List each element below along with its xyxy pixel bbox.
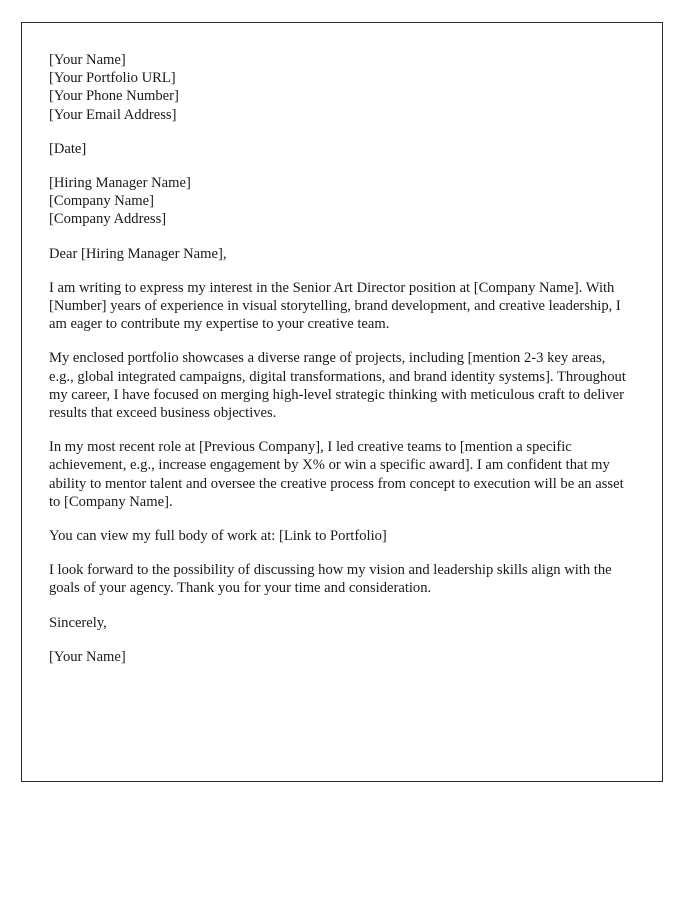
recipient-company-address: [Company Address] (49, 211, 167, 228)
sender-name: [Your Name] (49, 52, 126, 68)
letter-date: [Date] (49, 140, 87, 157)
signature-name: [Your Name] (49, 648, 126, 665)
recipient-company-name: [Company Name] (49, 193, 154, 210)
closing-salutation: Sincerely, (49, 614, 107, 631)
letter-content (49, 51, 633, 666)
recipient-address-block (49, 174, 633, 229)
sender-portfolio-url: [Your Portfolio URL] (49, 70, 176, 87)
sender-email-address: [Your Email Address] (49, 106, 177, 123)
body-paragraph-portfolio: My enclosed portfolio showcases a diverse range of projects, including [mention 2-3 key areas, e.g., global integrated campaigns, digital transformations, and brand identity systems]. Throughout my career, I have focused on merging high-level strategic thinking with meticulous craft to deliver results that exceed business objectives. (49, 350, 626, 422)
letter-border-frame (21, 22, 663, 782)
salutation-block (49, 245, 633, 263)
body-paragraph-intro: I am writing to express my interest in the Senior Art Director position at [Company Name]. With [Number] years of experience in visual storytelling, brand development, and creative leadership, I am eager to contribute my expertise to your creative team. (49, 279, 621, 333)
body-paragraph-closing: I look forward to the possibility of discussing how my vision and leadership skills align with the goals of your agency. Thank you for your time and consideration. (49, 562, 612, 597)
body-paragraph-portfolio-link: You can view my full body of work at: [Link to Portfolio] (49, 528, 387, 545)
signature-block (49, 648, 633, 666)
date-block (49, 140, 633, 158)
body-paragraph-experience: In my most recent role at [Previous Company], I led creative teams to [mention a specific achievement, e.g., increase engagement by X% or win a specific award]. I am confident that my ability to mentor talent and oversee the creative process from concept to execution will be an asset to [Company Name]. (49, 439, 624, 510)
closing-block (49, 614, 633, 632)
salutation: Dear [Hiring Manager Name], (49, 245, 227, 262)
sender-contact-block (49, 51, 633, 124)
recipient-hiring-manager-name: [Hiring Manager Name] (49, 175, 191, 192)
sender-phone-number: [Your Phone Number] (49, 88, 179, 105)
